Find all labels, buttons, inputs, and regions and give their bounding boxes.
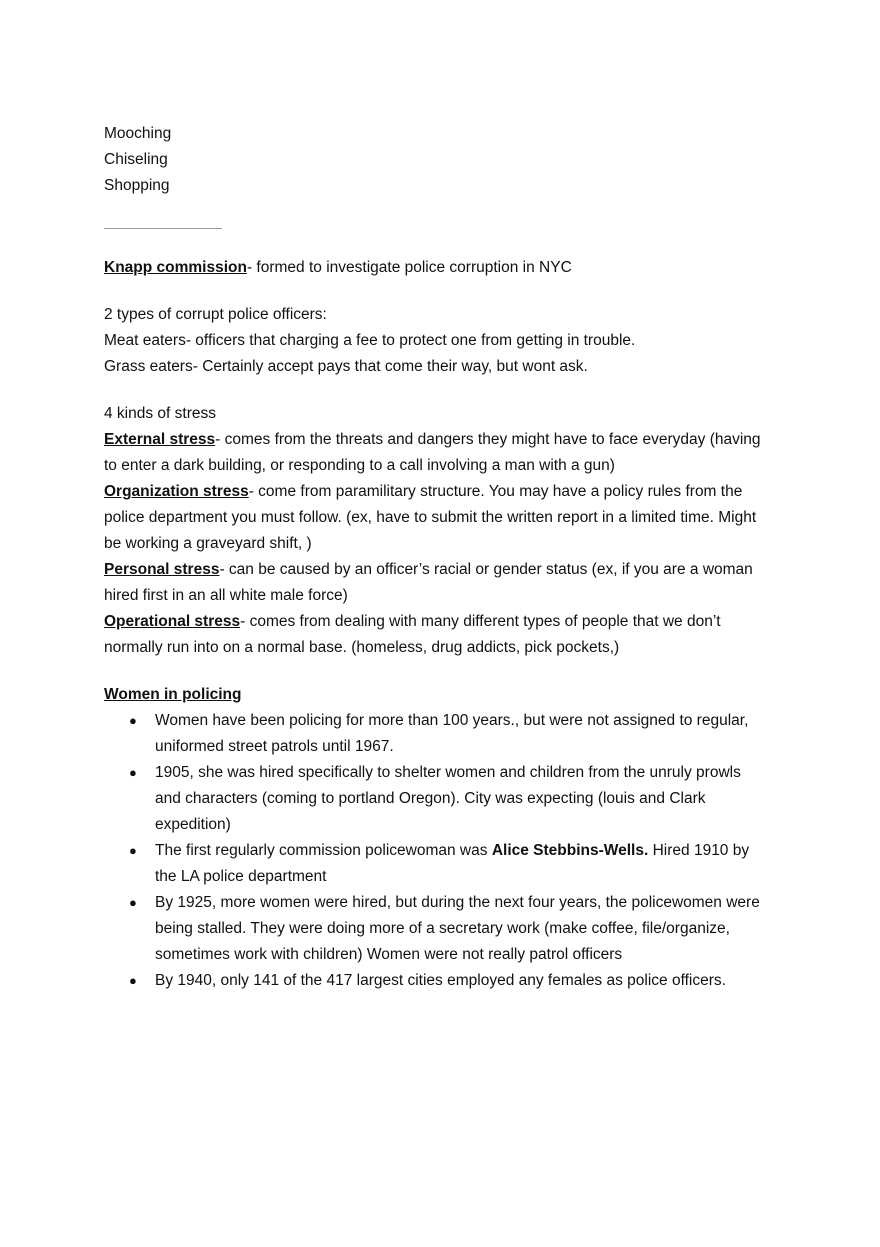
list-item-chiseling: Chiseling <box>104 151 168 168</box>
operational-stress-line-2: normally run into on a normal base. (homeless, drug addicts, pick pockets,) <box>104 639 620 656</box>
bullet-3-text-post: Hired 1910 by <box>648 842 750 859</box>
operational-stress-line-1 <box>104 609 784 635</box>
organization-stress-line-1 <box>104 479 784 505</box>
bullet-1-line-2: uniformed street patrols until 1967. <box>155 738 394 755</box>
document-body <box>104 121 784 994</box>
bullet-icon: ● <box>129 973 137 988</box>
personal-stress-line-2: hired first in an all white male force) <box>104 587 348 604</box>
list-item-mooching: Mooching <box>104 125 172 142</box>
knapp-commission-line <box>104 255 784 281</box>
bullet-1-line-1: Women have been policing for more than 100 years., but were not assigned to regular, <box>155 712 749 729</box>
knapp-commission-term: Knapp commission <box>104 259 247 276</box>
grass-eaters-line: Grass eaters- Certainly accept pays that come their way, but wont ask. <box>104 358 588 375</box>
spacer <box>104 380 784 401</box>
bullet-icon: ● <box>129 895 137 910</box>
bullet-icon: ● <box>129 843 137 858</box>
women-in-policing-list <box>104 708 784 994</box>
knapp-commission-definition: - formed to investigate police corruption in NYC <box>246 259 572 276</box>
bullet-3-line-1 <box>155 838 784 864</box>
bullet-3-line-2: the LA police department <box>155 868 327 885</box>
personal-stress-term: Personal stress <box>104 561 220 578</box>
bullet-2-line-2: and characters (coming to portland Oregon). City was expecting (louis and Clark <box>155 790 706 807</box>
organization-stress-text: - come from paramilitary structure. You may have a policy rules from the <box>248 483 743 500</box>
organization-stress-term: Organization stress <box>104 483 249 500</box>
operational-stress-text: - comes from dealing with many different types of people that we don’t <box>240 613 721 630</box>
list-item <box>104 890 784 968</box>
personal-stress-text: - can be caused by an officer’s racial or gender status (ex, if you are a woman <box>219 561 753 578</box>
spacer <box>104 281 784 302</box>
list-item-shopping: Shopping <box>104 177 170 194</box>
list-item <box>104 760 784 838</box>
external-stress-line-1 <box>104 427 784 453</box>
women-in-policing-heading: Women in policing <box>104 686 242 703</box>
external-stress-term: External stress <box>104 431 216 448</box>
corrupt-officers-heading: 2 types of corrupt police officers: <box>104 306 327 323</box>
bullet-4-line-2: being stalled. They were doing more of a secretary work (make coffee, file/organize, <box>155 920 730 937</box>
list-item <box>104 968 784 994</box>
organization-stress-line-2: police department you must follow. (ex, have to submit the written report in a limited time. Might <box>104 509 757 526</box>
external-stress-text: - comes from the threats and dangers they might have to face everyday (having <box>215 431 761 448</box>
stress-heading: 4 kinds of stress <box>104 405 216 422</box>
personal-stress-line-1 <box>104 557 784 583</box>
spacer <box>104 661 784 682</box>
bullet-3-text-pre: The first regularly commission policewoman was <box>155 842 492 859</box>
bullet-2-line-3: expedition) <box>155 816 231 833</box>
bullet-5-line-1: By 1940, only 141 of the 417 largest cities employed any females as police officers. <box>155 972 726 989</box>
meat-eaters-line: Meat eaters- officers that charging a fee to protect one from getting in trouble. <box>104 332 636 349</box>
bullet-4-line-1: By 1925, more women were hired, but during the next four years, the policewomen were <box>155 894 760 911</box>
list-item <box>104 708 784 760</box>
organization-stress-line-3: be working a graveyard shift, ) <box>104 535 312 552</box>
bullet-4-line-3: sometimes work with children) Women were not really patrol officers <box>155 946 623 963</box>
horizontal-divider <box>104 228 222 229</box>
operational-stress-term: Operational stress <box>104 613 241 630</box>
bullet-icon: ● <box>129 765 137 780</box>
alice-stebbins-wells-name: Alice Stebbins-Wells. <box>491 842 649 859</box>
external-stress-line-2: to enter a dark building, or responding to a call involving a man with a gun) <box>104 457 615 474</box>
bullet-icon: ● <box>129 713 137 728</box>
bullet-2-line-1: 1905, she was hired specifically to shelter women and children from the unruly prowls <box>155 764 741 781</box>
list-item <box>104 838 784 890</box>
